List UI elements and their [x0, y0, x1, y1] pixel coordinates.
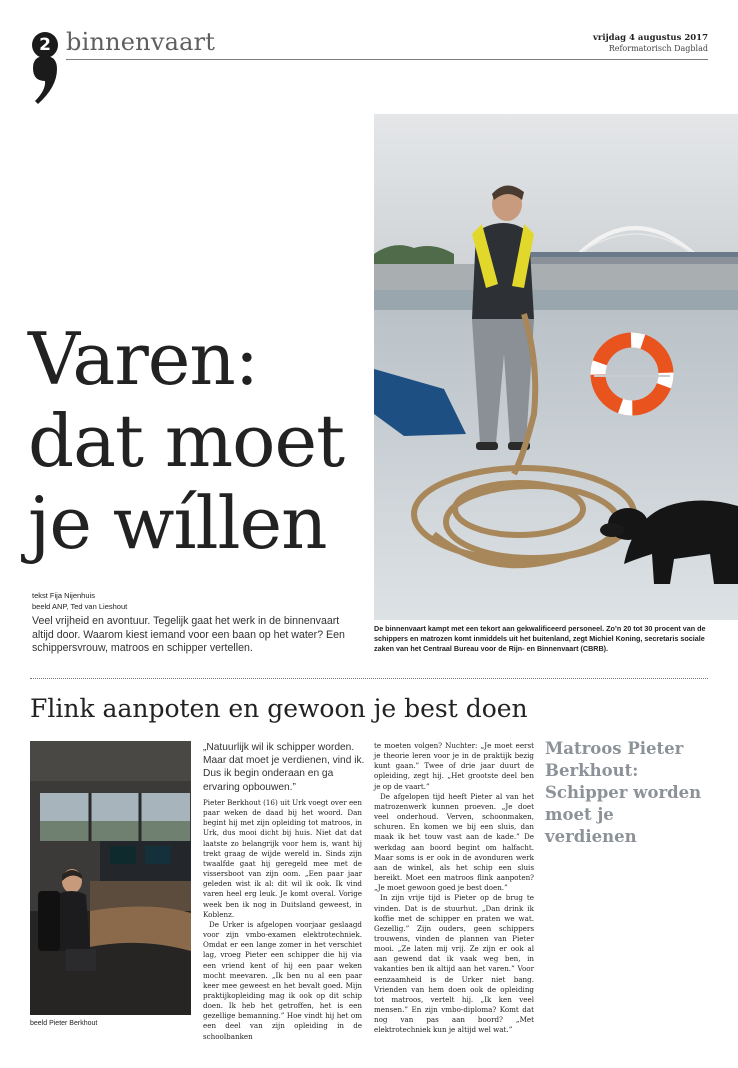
- sidebar-heading: Matroos Pieter Berkhout: Schipper worden moet je verdienen: [545, 739, 702, 846]
- article-column-2: [374, 741, 534, 1036]
- main-headline: [28, 318, 358, 564]
- byline-photographer: beeld ANP, Ted van Lieshout: [32, 601, 128, 611]
- page-number: 2: [32, 32, 58, 58]
- main-photo-caption: De binnenvaart kampt met een tekort aan gekwalificeerd personeel. Zo’n 20 tot 30 procent van de schippers en matrozen komt inmiddels uit het buitenland, zegt Michiel Koning, secretaris sociale zaken van het Centraal Bureau voor de Rijn- en Binnenvaart (CBRB).: [374, 624, 706, 654]
- comma-logo-icon: [30, 54, 60, 110]
- intro-text: Veel vrijheid en avontuur. Tegelijk gaat het werk in de binnenvaart altijd door. Waarom kiest iemand voor een baan op het water? Een schippersvrouw, matroos en schipper vertellen.: [32, 615, 345, 655]
- headline-line: Varen:: [28, 317, 258, 401]
- byline-author: tekst Fija Nijenhuis: [32, 591, 95, 600]
- byline: [32, 591, 127, 612]
- paragraph: De Urker is afgelopen voorjaar geslaagd voor zijn vmbo-examen elektrotechniek. Omdat er een lange zomer in het verschiet lag, vroeg Pieter een schipper die hij via een vriend kent of hij een paar weken mocht meevaren. „Ik ben nu al een paar keer mee geweest en het bevalt goed. Mijn praktijkopleiding mag ik ook op dit schip doen. Ik heb het getroffen, het is een gezellige bemanning.” Hoe vindt hij het om een deel van zijn opleiding in de schoolbanken: [203, 919, 362, 1041]
- deckhand-rope-dog-image: [374, 114, 738, 620]
- article-headline: Flink aanpoten en gewoon je best doen: [30, 694, 528, 723]
- newspaper-name: Reformatorisch Dagblad: [608, 44, 708, 53]
- paragraph: De afgelopen tijd heeft Pieter al van het matrozenwerk kunnen proeven. „Je doet veel onderhoud. Verven, schoonmaken, schuren. En komen we bij een sluis, dan maak ik het touw vast aan de kade.” De werkdag aan boord begint om halfacht. Maar soms is er ook in de avonduren werk aan de winkel, als het schip een sluis bereikt. Moet een matroos flink aanpoten? „Je moet gewoon goed je best doen.”: [374, 791, 534, 893]
- headline-line: je wíllen: [28, 481, 327, 565]
- headline-line: dat moet: [28, 399, 344, 483]
- header-divider: [66, 59, 708, 60]
- paragraph: te moeten volgen? Nuchter: „Je moet eerst je theorie leren voor je in de praktijk bezig kunt gaan.” Twee of drie jaar duurt de opleiding, zegt hij. „Het grootste deel ben je op de vaart.”: [374, 741, 534, 791]
- article-column-1: [203, 798, 362, 1042]
- photo-credit: beeld Pieter Berkhout: [30, 1020, 98, 1027]
- article-divider: [30, 678, 708, 679]
- paragraph: Pieter Berkhout (16) uit Urk voegt over een paar weken de daad bij het woord. Dan begint hij met zijn opleiding tot matroos, in Urk, dus mooi dicht bij huis. Niet dat dat laatste zo belangrijk voor hem is, want hij trekt graag de wijde wereld in. Sinds zijn twaalfde gaat hij geregeld mee met de vissersboot van zijn oom. „Een paar jaar geleden wist ik al: dit wil ik ook. Ik vind varen heel erg leuk. Je komt overal. Vorige week ben ik nog in Duitsland geweest, in Koblenz.: [203, 798, 362, 919]
- wheelhouse-photo: [30, 741, 191, 1015]
- issue-date: vrijdag 4 augustus 2017: [592, 33, 708, 43]
- wheelhouse-image: [30, 741, 191, 1015]
- main-photo: [374, 114, 738, 620]
- paragraph: In zijn vrije tijd is Pieter op de brug te vinden. Dat is de stuurhut. „Dan drink ik koffie met de schipper en praten we wat. Gezellig.” Zijn ouders, geen schippers trouwens, vinden de plannen van Pieter mooi. „Ze laten mij vrij. Ze zijn er ook al aan gewend dat ik vaak weg ben, in vakanties ben ik altijd aan het varen.” Voor eenzaamheid is de Urker niet bang. Vrienden van hem doen ook de opleiding tot matroos, vertelt hij. „Ik ken veel mensen.” En zijn vmbo-diploma? Komt dat nog van pas aan boord? „Met elektrotechniek kun je altijd wel wat.”: [374, 893, 534, 1035]
- section-title: binnenvaart: [66, 28, 216, 56]
- pull-quote: „Natuurlijk wil ik schipper worden. Maar dat moet je verdienen, vind ik. Dus ik begin onderaan en ga ervaring opbouwen.”: [203, 742, 365, 793]
